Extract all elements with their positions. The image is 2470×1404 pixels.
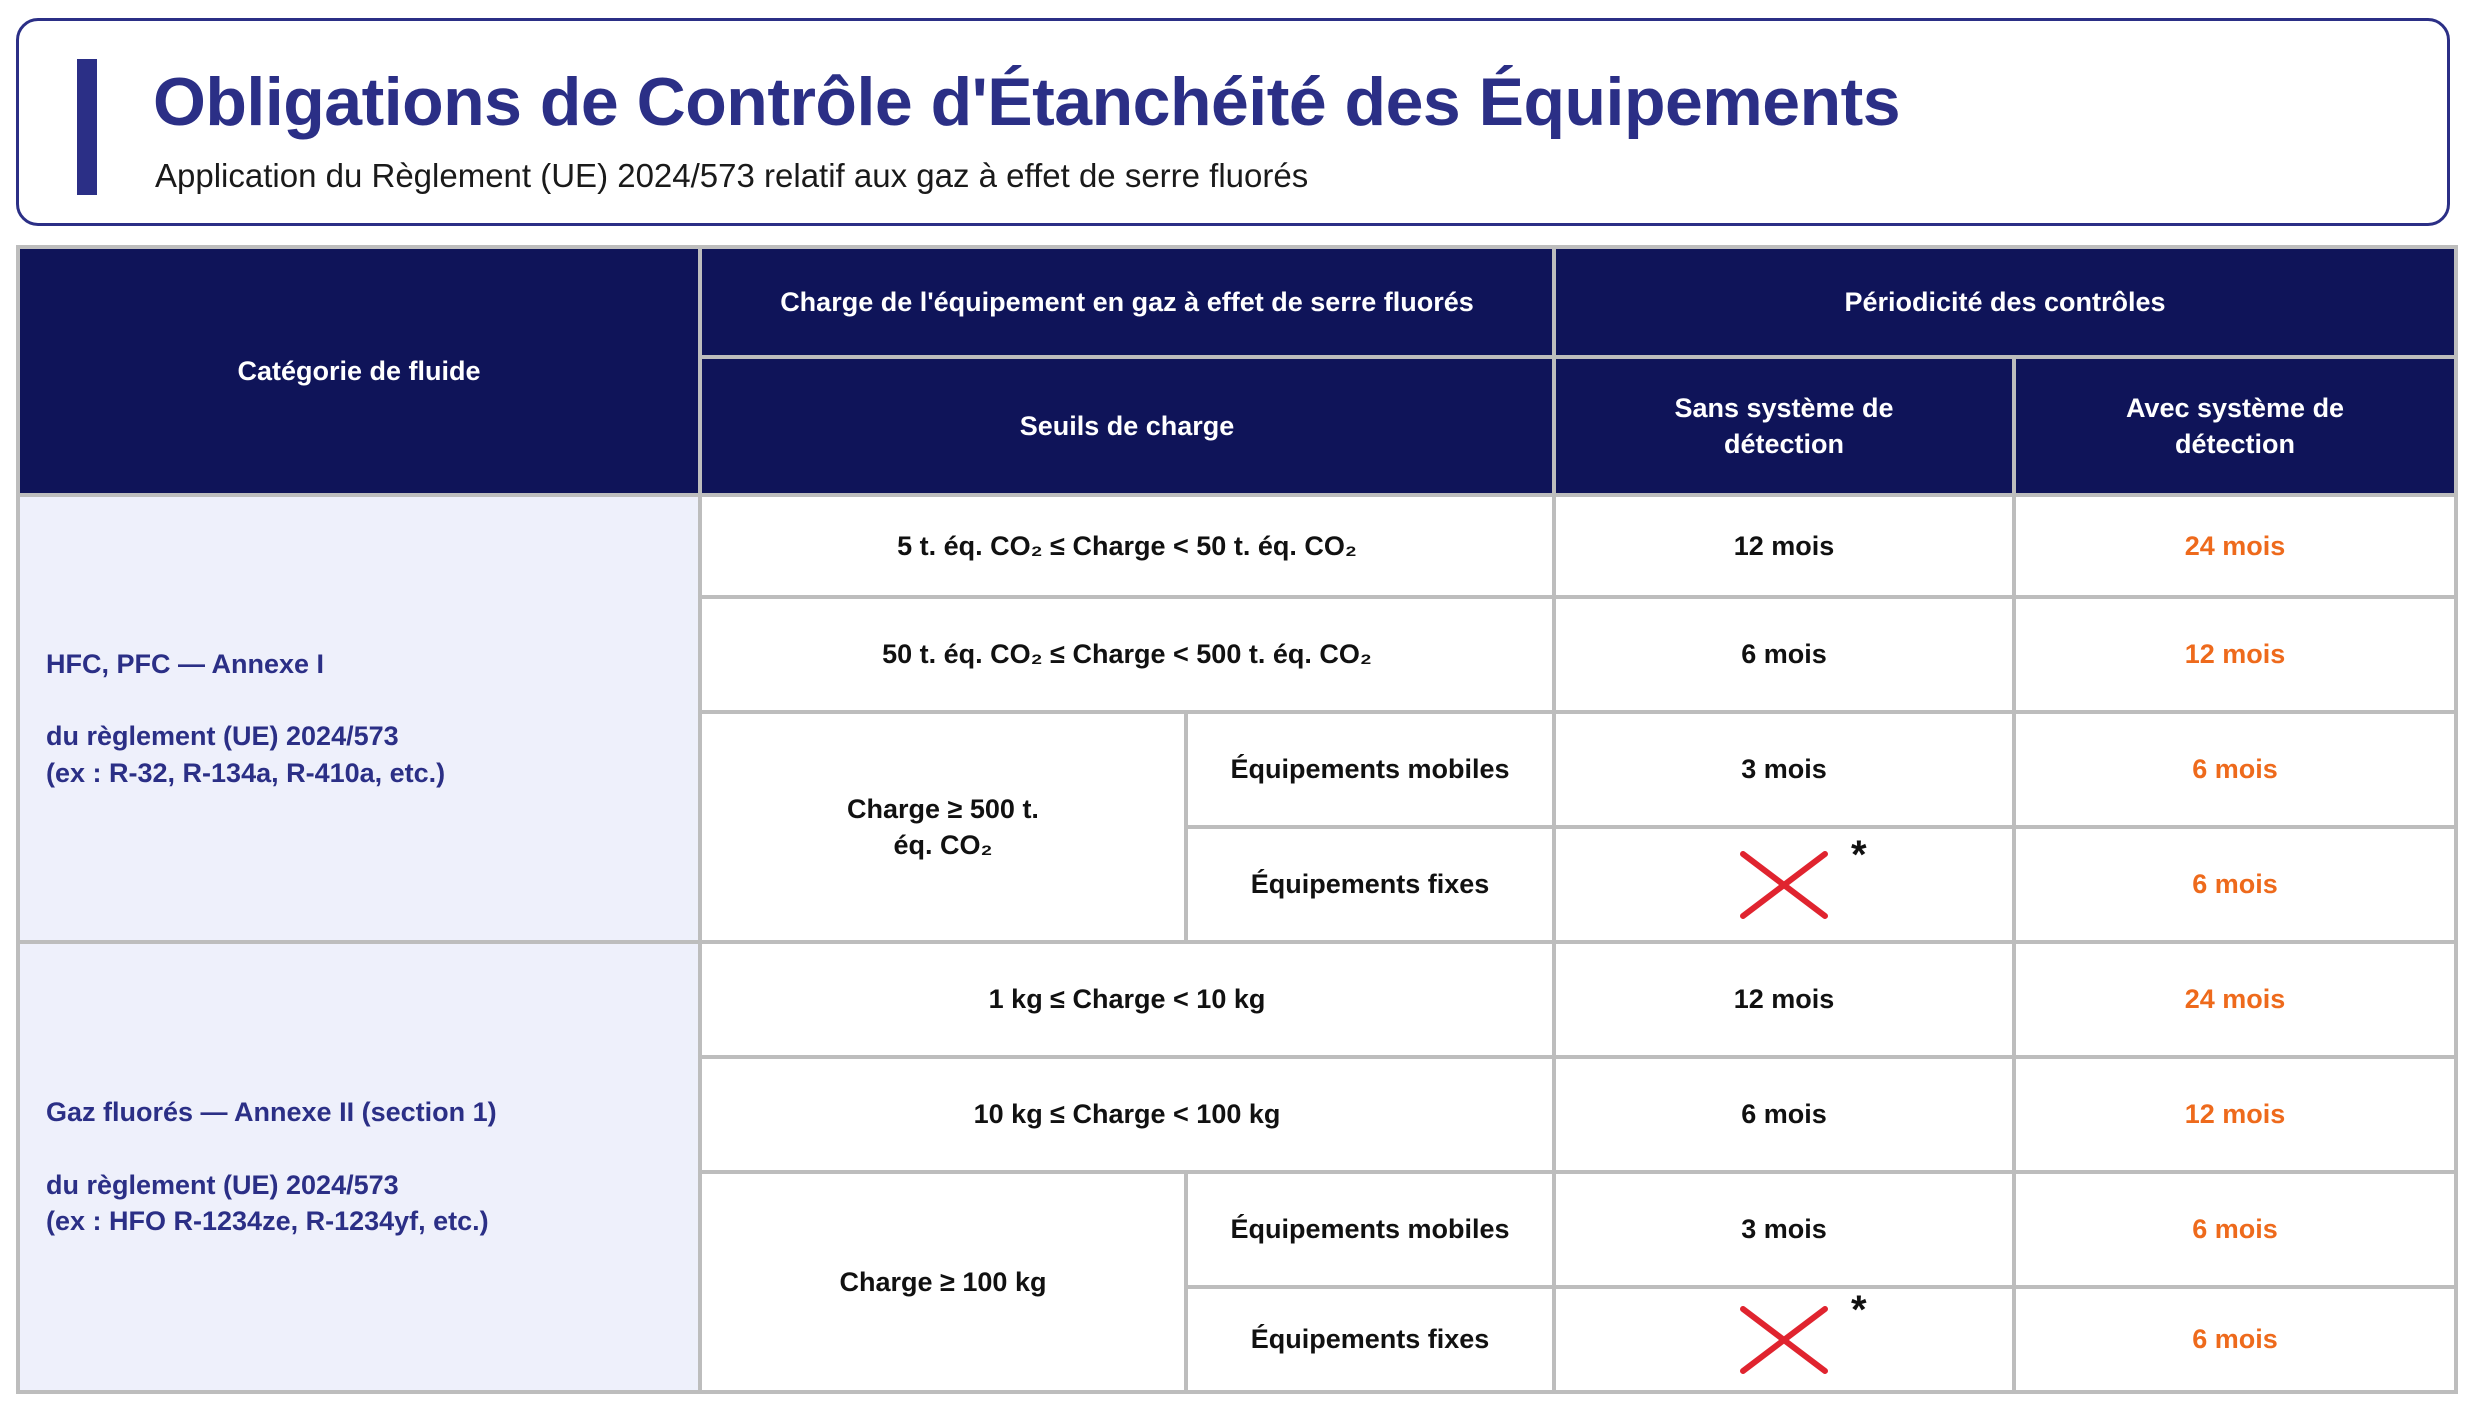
without-detection-cell-na — [1554, 1287, 2014, 1392]
category-examples: (ex : R-32, R-134a, R-410a, etc.) — [46, 757, 446, 788]
header-without-detection-line1: Sans système de — [1674, 392, 1894, 423]
threshold-cell: 1 kg ≤ Charge < 10 kg — [700, 942, 1554, 1057]
red-cross-icon — [1739, 832, 1867, 920]
high-threshold-cell — [700, 712, 1186, 942]
category-cell-fluorinated-gases — [18, 942, 700, 1392]
without-detection-cell: 12 mois — [1554, 942, 2014, 1057]
high-threshold-line2: éq. CO₂ — [893, 830, 993, 860]
header-accent-bar — [77, 59, 97, 195]
without-detection-cell: 3 mois — [1554, 1172, 2014, 1287]
header-periodicity-group: Périodicité des contrôles — [1554, 247, 2456, 357]
category-regulation: du règlement (UE) 2024/573 — [46, 1169, 399, 1200]
footnote-asterisk: * — [1851, 1287, 1867, 1332]
without-detection-cell-na — [1554, 827, 2014, 942]
category-cell-hfc-pfc — [18, 495, 700, 942]
header-charge-thresholds: Seuils de charge — [700, 357, 1554, 495]
header-without-detection-line2: détection — [1723, 429, 1844, 459]
equipment-type-cell: Équipements fixes — [1186, 827, 1554, 942]
table-row — [18, 942, 2456, 1057]
header-category: Catégorie de fluide — [18, 247, 700, 495]
high-threshold-line1: Charge ≥ 500 t. — [847, 793, 1039, 824]
with-detection-cell: 6 mois — [2014, 712, 2456, 827]
category-title: Gaz fluorés — Annexe II (section 1) — [46, 1097, 497, 1128]
without-detection-cell: 6 mois — [1554, 1057, 2014, 1172]
threshold-cell: 50 t. éq. CO₂ ≤ Charge < 500 t. éq. CO₂ — [700, 597, 1554, 712]
red-cross-icon — [1739, 1287, 1867, 1375]
footnote-asterisk: * — [1851, 832, 1867, 877]
obligations-table — [16, 245, 2458, 1394]
header-with-detection-line1: Avec système de — [2125, 392, 2345, 423]
header-without-detection — [1554, 357, 2014, 495]
category-examples: (ex : HFO R-1234ze, R-1234yf, etc.) — [46, 1206, 489, 1237]
equipment-type-cell: Équipements mobiles — [1186, 712, 1554, 827]
header-with-detection-line2: détection — [2175, 429, 2296, 459]
with-detection-cell: 12 mois — [2014, 1057, 2456, 1172]
page-title: Obligations de Contrôle d'Étanchéité des Équipements — [153, 64, 1901, 140]
page-subtitle: Application du Règlement (UE) 2024/573 relatif aux gaz à effet de serre fluorés — [155, 157, 1309, 194]
category-title: HFC, PFC — Annexe I — [46, 648, 325, 679]
without-detection-cell: 3 mois — [1554, 712, 2014, 827]
without-detection-cell: 6 mois — [1554, 597, 2014, 712]
with-detection-cell: 24 mois — [2014, 942, 2456, 1057]
header-row-1 — [18, 247, 2456, 357]
header-with-detection — [2014, 357, 2456, 495]
with-detection-cell: 6 mois — [2014, 827, 2456, 942]
threshold-cell: 10 kg ≤ Charge < 100 kg — [700, 1057, 1554, 1172]
threshold-cell: 5 t. éq. CO₂ ≤ Charge < 50 t. éq. CO₂ — [700, 495, 1554, 597]
table-row — [18, 495, 2456, 597]
with-detection-cell: 6 mois — [2014, 1287, 2456, 1392]
high-threshold-line1: Charge ≥ 100 kg — [839, 1266, 1047, 1297]
high-threshold-cell — [700, 1172, 1186, 1392]
equipment-type-cell: Équipements mobiles — [1186, 1172, 1554, 1287]
header-card — [16, 18, 2450, 226]
category-regulation: du règlement (UE) 2024/573 — [46, 721, 399, 752]
equipment-type-cell: Équipements fixes — [1186, 1287, 1554, 1392]
header-charge-group: Charge de l'équipement en gaz à effet de serre fluorés — [700, 247, 1554, 357]
with-detection-cell: 24 mois — [2014, 495, 2456, 597]
without-detection-cell: 12 mois — [1554, 495, 2014, 597]
with-detection-cell: 6 mois — [2014, 1172, 2456, 1287]
with-detection-cell: 12 mois — [2014, 597, 2456, 712]
